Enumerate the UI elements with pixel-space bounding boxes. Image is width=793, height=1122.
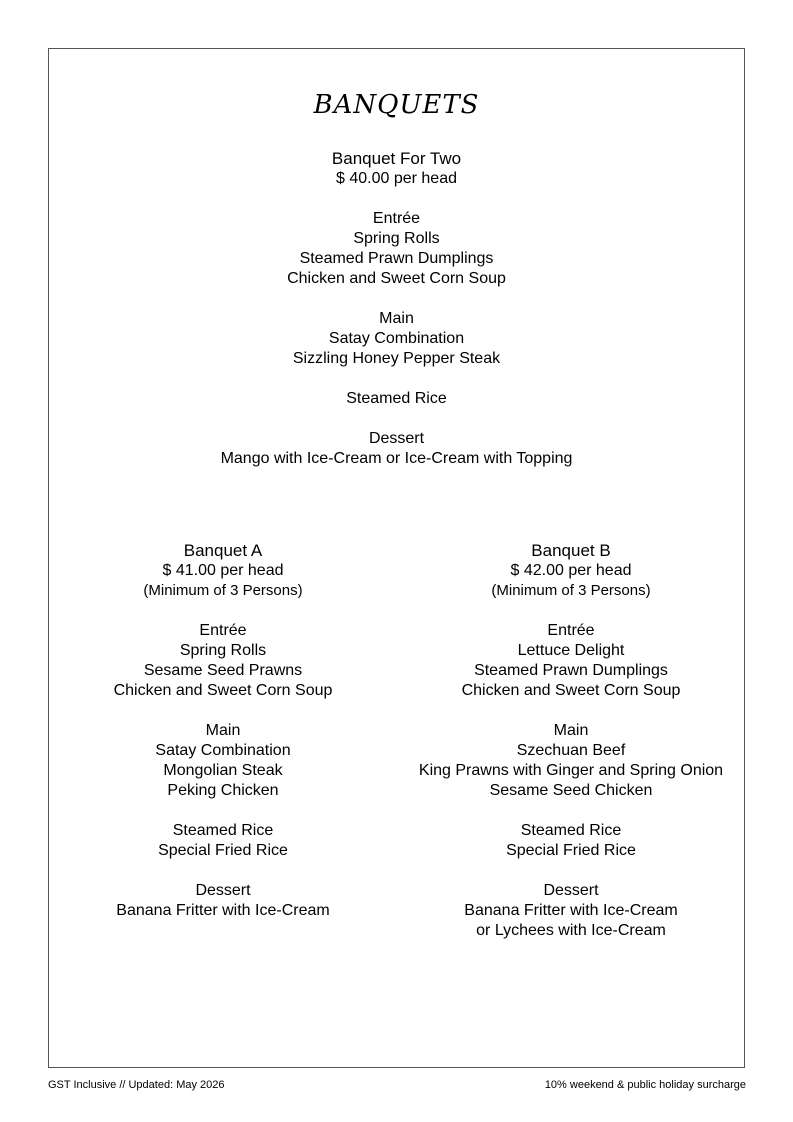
banquet-minimum: (Minimum of 3 Persons) <box>143 582 303 599</box>
banquet-price: $ 42.00 per head <box>510 562 632 579</box>
menu-item: Lettuce Delight <box>517 642 625 659</box>
banquet-name: Banquet B <box>531 541 611 560</box>
menu-item: Peking Chicken <box>167 782 279 799</box>
main-heading: Main <box>553 722 589 739</box>
menu-item: Sesame Seed Chicken <box>489 782 653 799</box>
main-heading: Main <box>205 722 241 739</box>
banquet-a <box>98 541 348 921</box>
menu-item: Satay Combination <box>155 742 291 759</box>
dessert-heading: Dessert <box>368 430 425 447</box>
menu-item: Banana Fritter with Ice-Cream <box>116 902 330 919</box>
menu-item: Chicken and Sweet Corn Soup <box>287 270 506 287</box>
menu-item: Sizzling Honey Pepper Steak <box>292 350 501 367</box>
menu-item: Spring Rolls <box>179 642 267 659</box>
menu-item: Steamed Rice <box>520 822 622 839</box>
footer-gst-note: GST Inclusive // Updated: May 2026 <box>48 1079 225 1091</box>
menu-item: King Prawns with Ginger and Spring Onion <box>418 762 724 779</box>
banquet-for-two <box>0 149 793 469</box>
menu-item: Mongolian Steak <box>163 762 283 779</box>
banquet-name: Banquet A <box>183 541 263 560</box>
page-title: BANQUETS <box>313 90 480 120</box>
main-heading: Main <box>379 310 414 327</box>
menu-item: Steamed Rice <box>172 822 274 839</box>
menu-item: Steamed Prawn Dumplings <box>299 250 494 267</box>
entree-heading: Entrée <box>547 622 595 639</box>
menu-item: Special Fried Rice <box>158 842 288 859</box>
menu-item: Szechuan Beef <box>516 742 626 759</box>
menu-item: Sesame Seed Prawns <box>143 662 303 679</box>
menu-item: Chicken and Sweet Corn Soup <box>113 682 333 699</box>
banquet-price: $ 40.00 per head <box>336 170 457 187</box>
dessert-heading: Dessert <box>543 882 599 899</box>
menu-item: Banana Fritter with Ice-Cream <box>464 902 678 919</box>
banquet-price: $ 41.00 per head <box>162 562 284 579</box>
banquet-name: Banquet For Two <box>331 149 462 168</box>
dessert-heading: Dessert <box>195 882 251 899</box>
banquet-b <box>396 541 746 941</box>
entree-heading: Entrée <box>199 622 247 639</box>
menu-item: or Lychees with Ice-Cream <box>476 922 666 939</box>
footer-surcharge-note: 10% weekend & public holiday surcharge <box>544 1079 746 1091</box>
menu-item: Spring Rolls <box>353 230 440 247</box>
menu-item: Steamed Rice <box>346 390 447 407</box>
menu-item: Chicken and Sweet Corn Soup <box>461 682 681 699</box>
menu-item: Satay Combination <box>328 330 465 347</box>
entree-heading: Entrée <box>372 210 421 227</box>
menu-item: Special Fried Rice <box>506 842 636 859</box>
menu-item: Steamed Prawn Dumplings <box>474 662 668 679</box>
menu-item: Mango with Ice-Cream or Ice-Cream with Topping <box>220 450 573 467</box>
banquet-minimum: (Minimum of 3 Persons) <box>491 582 651 599</box>
